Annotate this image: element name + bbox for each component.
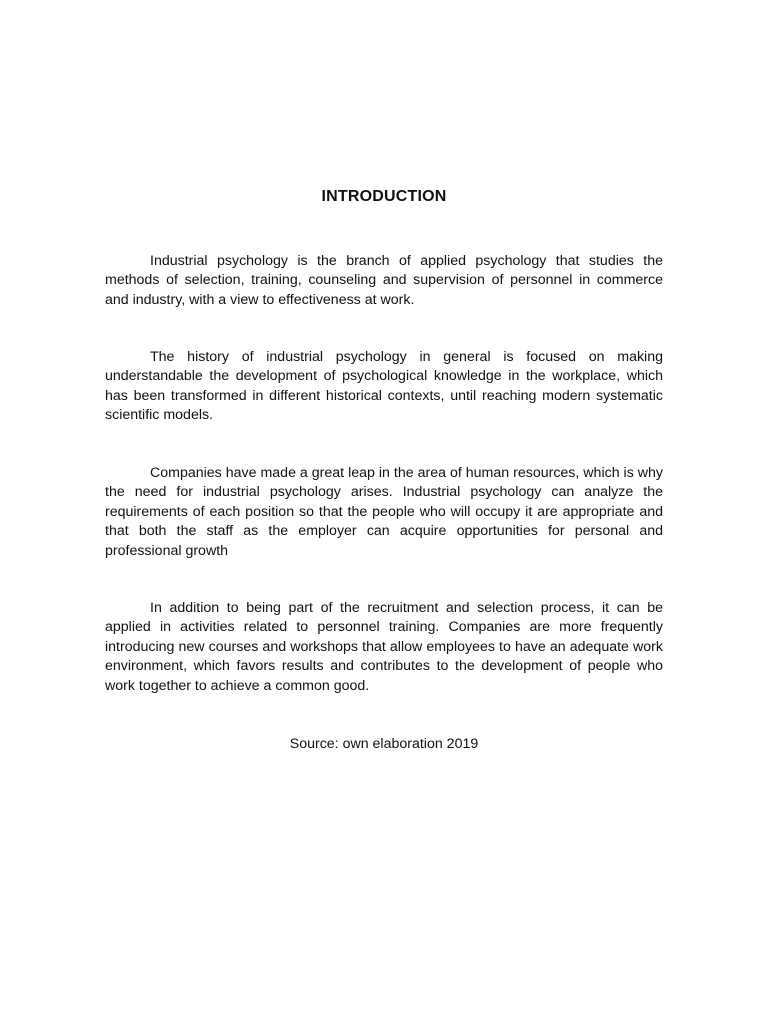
source-note: Source: own elaboration 2019 xyxy=(289,736,479,752)
page-title: INTRODUCTION xyxy=(321,188,447,205)
paragraph-training: In addition to being part of the recruitment and selection process, it can be applied in activities related to personnel training. Companies are more frequently introducing new courses and workshops that allow employees to have an adequate work environment, which favors results and contributes to the development of people who work together to achieve a common good. xyxy=(105,600,663,694)
paragraph-history: The history of industrial psychology in general is focused on making understandable the development of psychological knowledge in the workplace, which has been transformed in different historical contexts, until reaching modern systematic scientific models. xyxy=(105,349,663,424)
paragraph-definition: Industrial psychology is the branch of applied psychology that studies the methods of selection, training, counseling and supervision of personnel in commerce and industry, with a view to effectiveness at work. xyxy=(105,253,663,308)
paragraph-human-resources: Companies have made a great leap in the area of human resources, which is why the need for industrial psychology arises. Industrial psychology can analyze the requirements of each position so that the people who will occupy it are appropriate and that both the staff as the employer can acquire opportunities for personal and professional growth xyxy=(105,465,663,559)
